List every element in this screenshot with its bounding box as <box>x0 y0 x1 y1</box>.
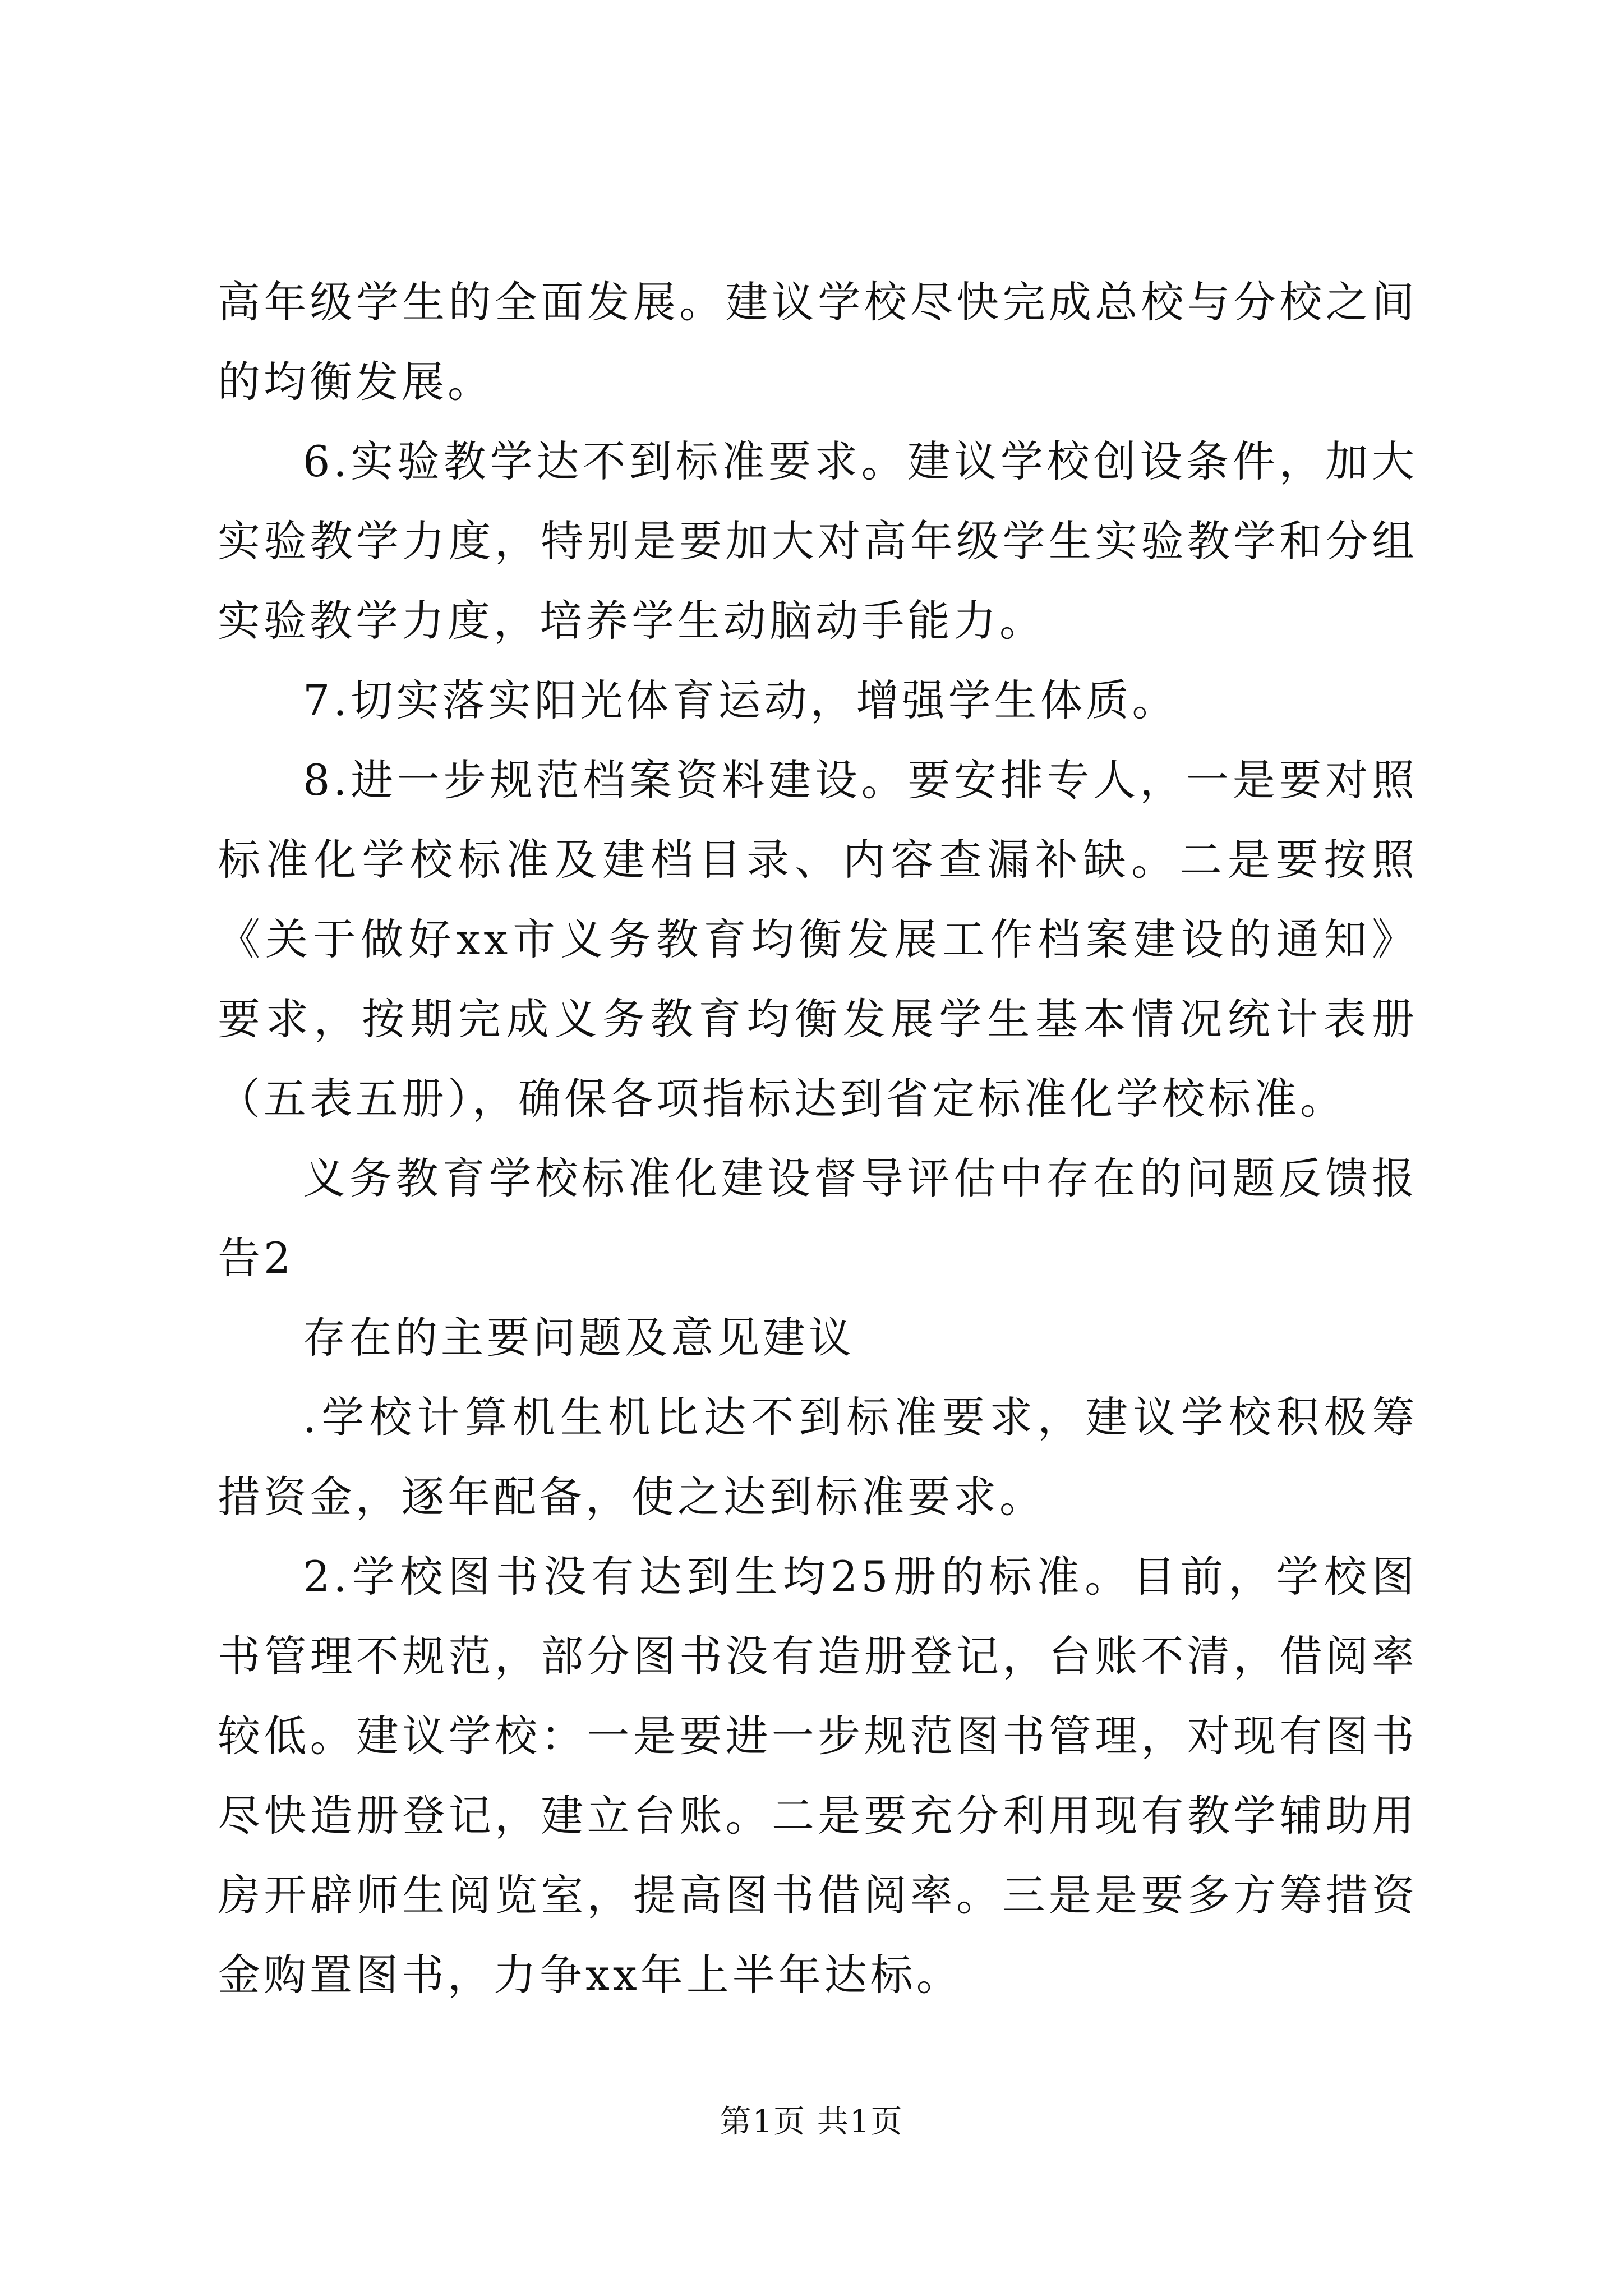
page-number-footer: 第1页 共1页 <box>720 2104 903 2140</box>
document-body <box>218 263 1418 2015</box>
paragraph-item-8: 8.进一步规范档案资料建设。要安排专人，一是要对照标准化学校标准及建档目录、内容查漏补缺。二是要按照《关于做好xx市义务教育均衡发展工作档案建设的通知》要求，按期完成义务教育均衡发展学生基本情况统计表册（五表五册），确保各项指标达到省定标准化学校标准。 <box>218 755 1418 1124</box>
report-title: 义务教育学校标准化建设督导评估中存在的问题反馈报告2 <box>218 1153 1418 1283</box>
paragraph-item-7: 7.切实落实阳光体育运动，增强学生体质。 <box>303 675 1178 725</box>
paragraph-continuation: 高年级学生的全面发展。建议学校尽快完成总校与分校之间的均衡发展。 <box>218 277 1418 407</box>
paragraph-item-1: .学校计算机生机比达不到标准要求，建议学校积极筹措资金，逐年配备，使之达到标准要求。 <box>218 1392 1418 1522</box>
paragraph-item-2: 2.学校图书没有达到生均25册的标准。目前，学校图书管理不规范，部分图书没有造册登记，台账不清，借阅率较低。建议学校：一是要进一步规范图书管理，对现有图书尽快造册登记，建立台账。二是要充分利用现有教学辅助用房开辟师生阅览室，提高图书借阅率。三是是要多方筹措资金购置图书，力争xx年上半年达标。 <box>218 1552 1418 2000</box>
paragraph-item-6: 6.实验教学达不到标准要求。建议学校创设条件，加大实验教学力度，特别是要加大对高年级学生实验教学和分组实验教学力度，培养学生动脑动手能力。 <box>218 436 1418 646</box>
section-heading: 存在的主要问题及意见建议 <box>303 1313 855 1363</box>
